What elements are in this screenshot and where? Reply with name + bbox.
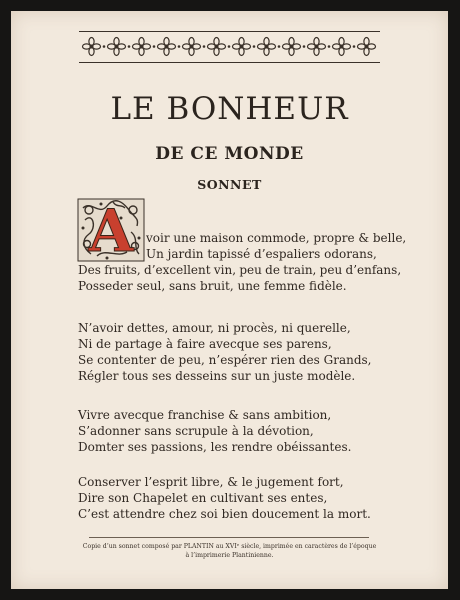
poem-line: Ni de partage à faire avecque ses parens,	[78, 337, 332, 351]
printed-sheet	[11, 11, 448, 589]
footer-divider	[89, 537, 369, 538]
flower-ornament-icon	[283, 38, 306, 56]
footer-note-line-1: Copie d’un sonnet composé par PLANTIN au XVIᵉ siècle, imprimée en caractères de l’époque	[82, 543, 377, 550]
title-line-3: SONNET	[197, 177, 262, 192]
flower-ornament-icon	[183, 38, 206, 56]
poem-line: Des fruits, d’excellent vin, peu de train, peu d’enfans,	[78, 263, 402, 277]
title-line-1: LE BONHEUR	[110, 91, 349, 127]
floral-ornament-band	[79, 31, 380, 63]
poem-line: C’est attendre chez soi bien doucement la mort.	[78, 507, 371, 521]
flower-ornament-icon	[258, 38, 281, 56]
flower-ornament-icon	[83, 38, 106, 56]
flower-ornament-icon	[133, 38, 156, 56]
poem-line: S’adonner sans scrupule à la dévotion,	[78, 424, 314, 438]
dropcap-letter: A	[88, 197, 134, 265]
poem-line: Posseder seul, sans bruit, une femme fidèle.	[78, 279, 347, 293]
title-line-2: DE CE MONDE	[155, 144, 304, 164]
decorated-dropcap	[77, 197, 145, 265]
flower-ornament-icon	[308, 38, 331, 56]
poem-line: Dire son Chapelet en cultivant ses entes,	[78, 491, 328, 505]
footer-note-line-2: à l’imprimerie Plantinienne.	[185, 552, 274, 559]
flower-ornament-icon	[233, 38, 256, 56]
flower-ornament-icon	[158, 38, 181, 56]
flower-ornament-icon	[108, 38, 131, 56]
poem-line: Se contenter de peu, n’espérer rien des Grands,	[78, 353, 372, 367]
poem-line: voir une maison commode, propre & belle,	[146, 231, 407, 245]
flower-ornament-icon	[358, 38, 376, 56]
poem-line: N’avoir dettes, amour, ni procès, ni querelle,	[78, 321, 351, 335]
flower-ornament-icon	[333, 38, 356, 56]
flower-ornament-icon	[208, 38, 231, 56]
poem-line: Vivre avecque franchise & sans ambition,	[78, 408, 332, 422]
poem-line: Régler tous ses desseins sur un juste modèle.	[78, 369, 356, 383]
poem-line: Conserver l’esprit libre, & le jugement fort,	[78, 475, 344, 489]
poem-line: Un jardin tapissé d’espaliers odorans,	[146, 247, 377, 261]
poem-line: Domter ses passions, les rendre obéissantes.	[78, 440, 352, 454]
